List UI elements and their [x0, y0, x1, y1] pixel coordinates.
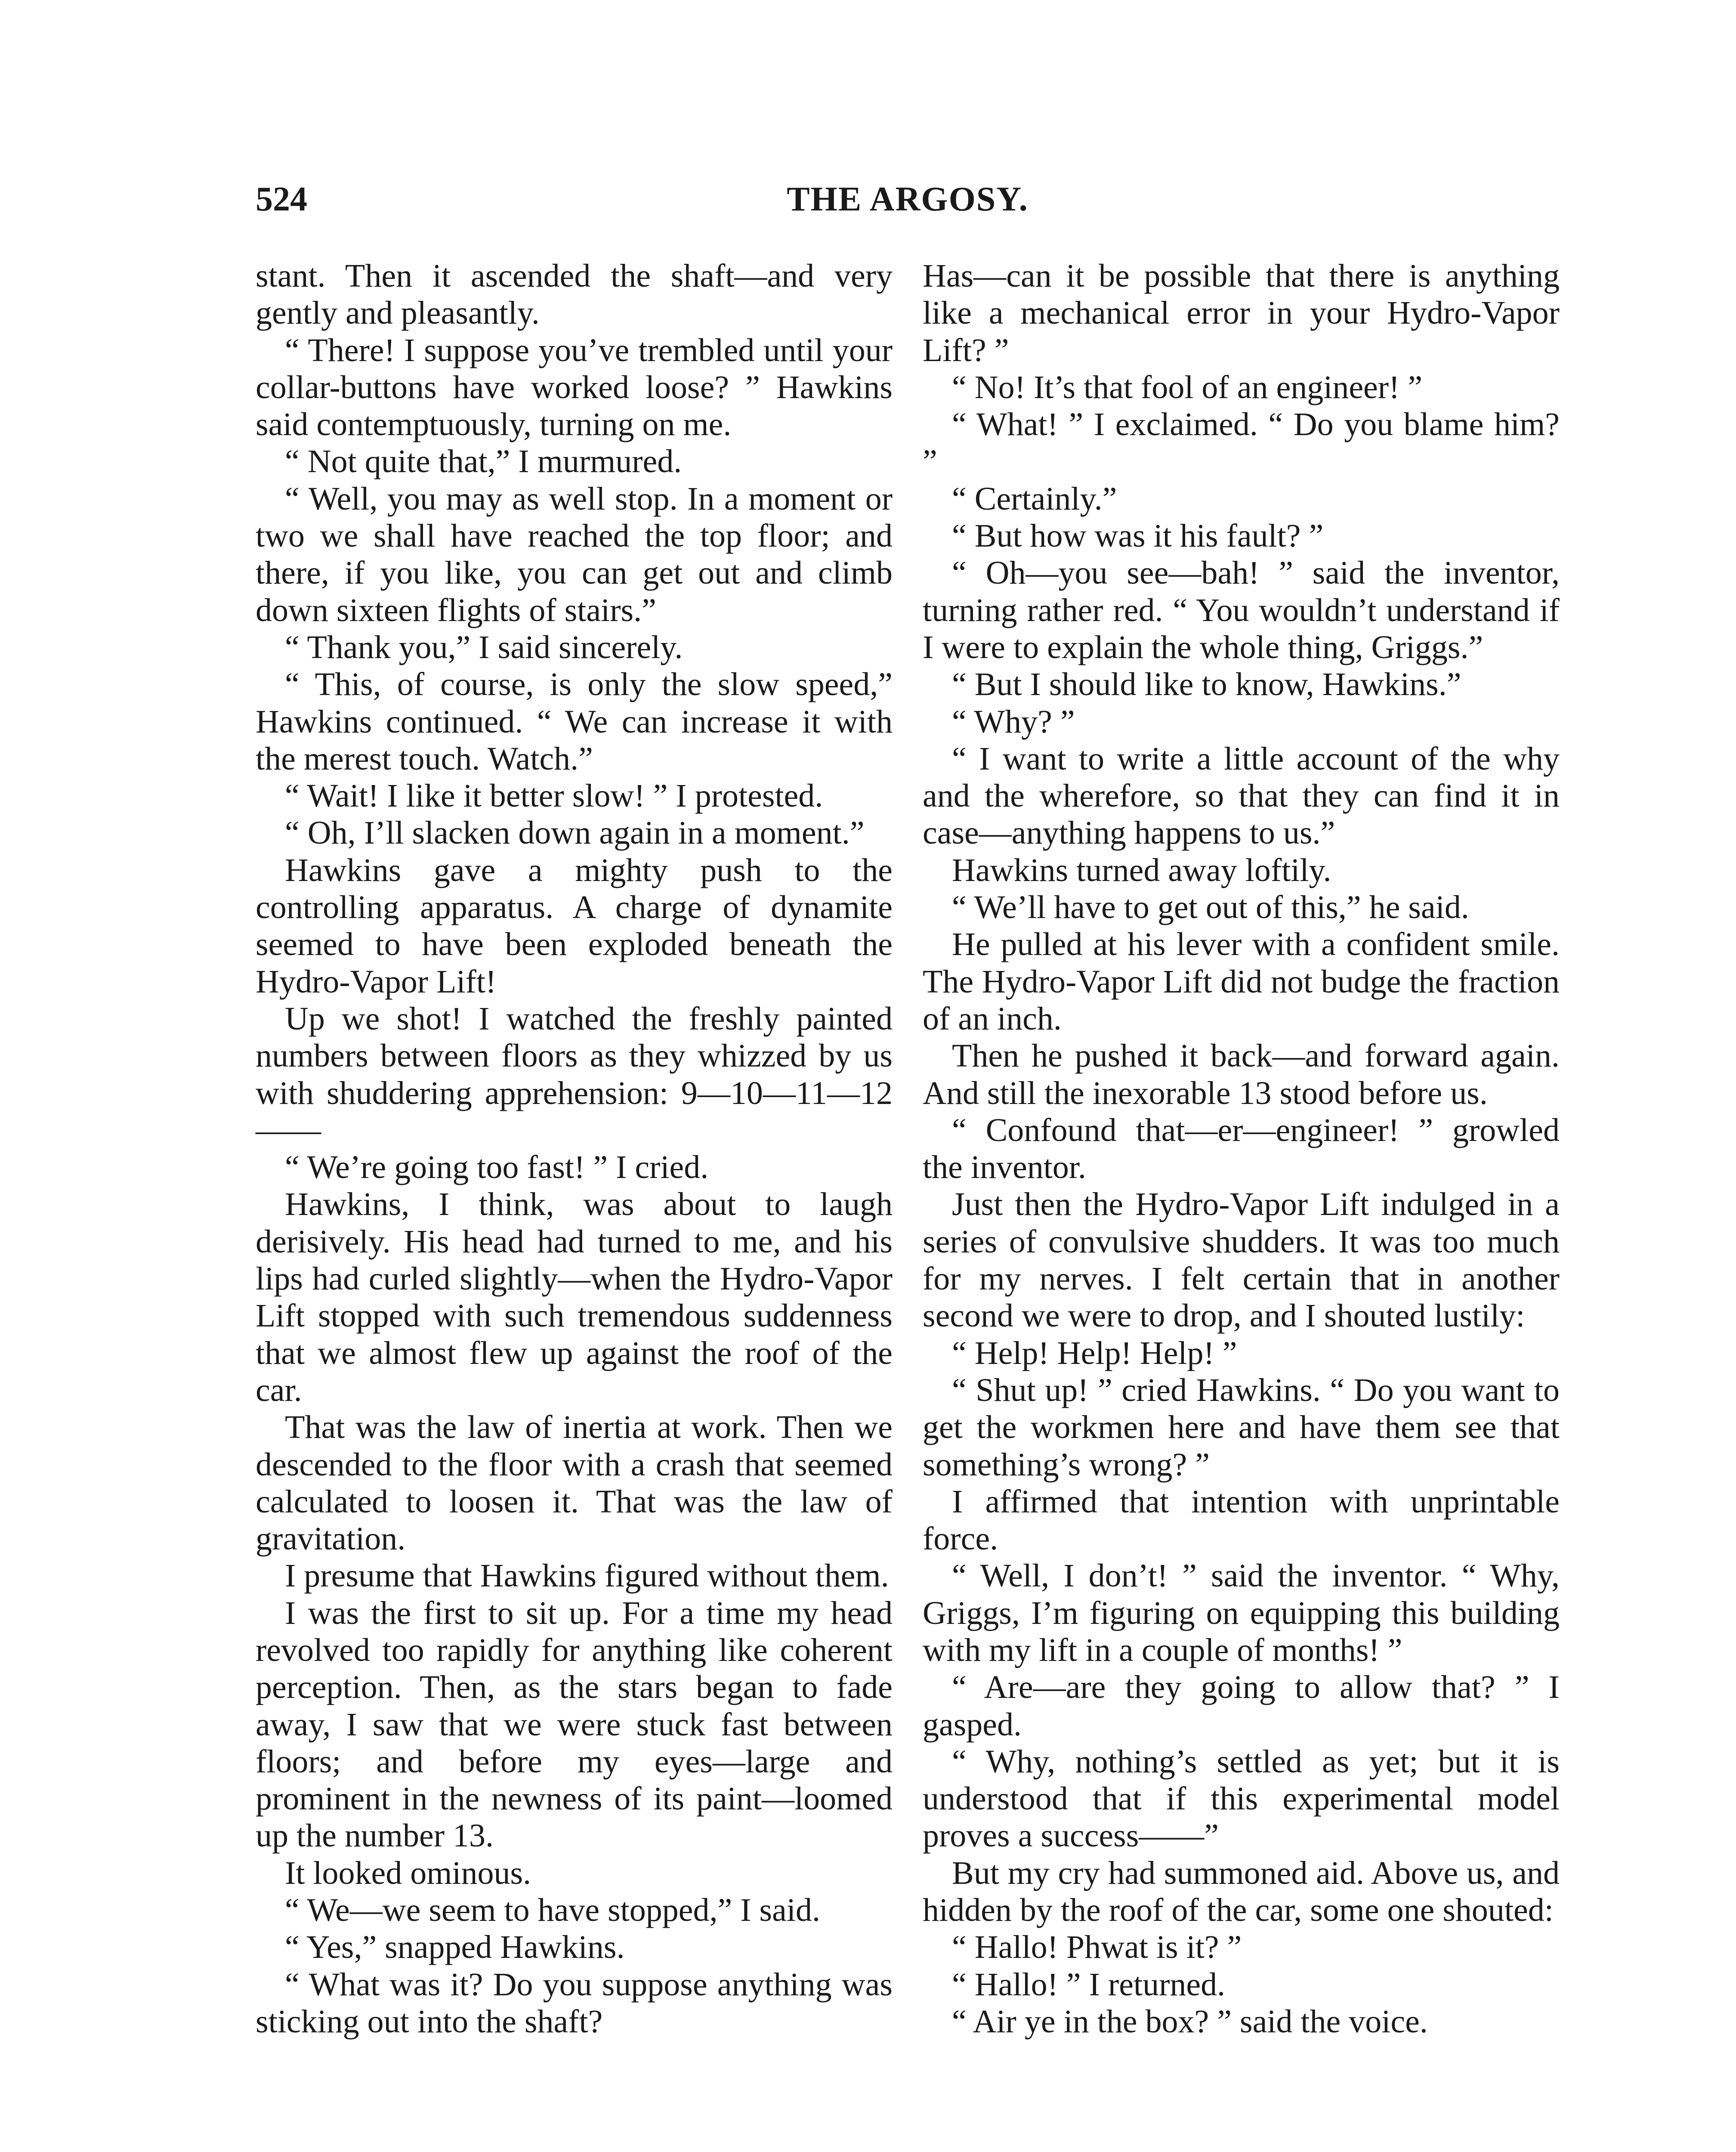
paragraph: “ Why, nothing’s settled as yet; but it is understood that if this experimental model proves a success——” [923, 1743, 1560, 1854]
paragraph: “ Not quite that,” I murmured. [285, 443, 682, 480]
paragraph: He pulled at his lever with a confident smile. The Hydro-Vapor Lift did not budge the fraction of an inch. [923, 926, 1560, 1037]
paragraph: “ We’ll have to get out of this,” he said. [952, 889, 1469, 926]
paragraph: “ We’re going too fast! ” I cried. [285, 1149, 709, 1186]
paragraph: It looked ominous. [285, 1855, 531, 1891]
paragraph: “ Thank you,” I said sincerely. [285, 629, 683, 665]
paragraph: “ There! I suppose you’ve trembled until your collar-buttons have worked loose? ” Hawkins said contemptuously, turning on me. [256, 332, 893, 443]
paragraph: “ Confound that—er—engineer! ” growled the inventor. [923, 1112, 1560, 1186]
paragraph: Hawkins, I think, was about to laugh derisively. His head had turned to me, and his lips had curled slightly—when the Hydro-Vapor Lift stopped with such tremendous suddenness that we almost flew up against the roof of the car. [256, 1186, 893, 1408]
paragraph: “ Well, I don’t! ” said the inventor. “ Why, Griggs, I’m figuring on equipping this building with my lift in a couple of months! ” [923, 1558, 1560, 1668]
paragraph: “ Are—are they going to allow that? ” I gasped. [923, 1669, 1560, 1743]
paragraph: Just then the Hydro-Vapor Lift indulged in a series of convulsive shudders. It was too much for my nerves. I felt certain that in another second we were to drop, and I shouted lustily: [923, 1186, 1560, 1334]
paragraph: Then he pushed it back—and forward again. And still the inexorable 13 stood before us. [923, 1038, 1560, 1111]
page-number: 524 [256, 180, 307, 218]
paragraph: Hawkins gave a mighty push to the controlling apparatus. A charge of dynamite seemed to have been exploded beneath the Hydro-Vapor Lift! [256, 852, 893, 1000]
paragraph: Up we shot! I watched the freshly painted numbers between floors as they whizzed by us with shuddering apprehension: 9—10—11—12—— [256, 1000, 893, 1148]
paragraph: Has—can it be possible that there is anything like a mechanical error in your Hydro-Vapor Lift? ” [923, 258, 1560, 368]
paragraph: But my cry had summoned aid. Above us, and hidden by the roof of the car, some one shouted: [923, 1855, 1560, 1929]
paragraph: “ We—we seem to have stopped,” I said. [285, 1892, 820, 1929]
paragraph: “ Air ye in the box? ” said the voice. [952, 2003, 1428, 2040]
paragraph: “ What! ” I exclaimed. “ Do you blame him? ” [923, 406, 1560, 480]
paragraph: “ Help! Help! Help! ” [952, 1335, 1237, 1371]
paragraph: “ Hallo! Phwat is it? ” [952, 1929, 1242, 1966]
paragraph: stant. Then it ascended the shaft—and very gently and pleasantly. [256, 258, 893, 331]
right-text-column [923, 257, 1560, 2040]
paragraph: Hawkins turned away loftily. [952, 852, 1331, 888]
left-text-column [256, 257, 893, 2040]
paragraph: “ Why? ” [952, 703, 1075, 740]
paragraph: I presume that Hawkins figured without them. [285, 1558, 889, 1594]
paragraph: I was the first to sit up. For a time my head revolved too rapidly for anything like coherent perception. Then, as the stars began to fade away, I saw that we were stuck fast between floors; and before my eyes—large and prominent in the newness of its paint—loomed up the number 13. [256, 1595, 893, 1854]
paragraph: “ Wait! I like it better slow! ” I protested. [285, 778, 823, 814]
paragraph: “ Shut up! ” cried Hawkins. “ Do you want to get the workmen here and have them see that something’s wrong? ” [923, 1372, 1560, 1483]
paragraph: “ But how was it his fault? ” [952, 518, 1324, 554]
paragraph: “ Certainly.” [952, 480, 1117, 517]
paragraph: “ This, of course, is only the slow speed,” Hawkins continued. “ We can increase it with the merest touch. Watch.” [256, 666, 893, 777]
paragraph: “ What was it? Do you suppose anything was sticking out into the shaft? [256, 1966, 893, 2040]
paragraph: That was the law of inertia at work. Then we descended to the floor with a crash that seemed calculated to loosen it. That was the law of gravitation. [256, 1409, 893, 1557]
paragraph: “ Hallo! ” I returned. [952, 1966, 1226, 2003]
paragraph: “ But I should like to know, Hawkins.” [952, 666, 1461, 703]
paragraph: I affirmed that intention with unprintable force. [923, 1483, 1560, 1557]
paragraph: “ Oh—you see—bah! ” said the inventor, turning rather red. “ You wouldn’t understand if I were to explain the whole thing, Griggs.” [923, 555, 1560, 665]
running-title: THE ARGOSY. [787, 180, 1029, 218]
page-header [256, 180, 1560, 232]
paragraph: “ Well, you may as well stop. In a moment or two we shall have reached the top floor; and there, if you like, you can get out and climb down sixteen flights of stairs.” [256, 480, 893, 628]
paragraph: “ Oh, I’ll slacken down again in a moment.” [285, 815, 865, 851]
paragraph: “ I want to write a little account of the why and the wherefore, so that they can find it in case—anything happens to us.” [923, 740, 1560, 851]
paragraph: “ No! It’s that fool of an engineer! ” [952, 369, 1423, 405]
paragraph: “ Yes,” snapped Hawkins. [285, 1929, 625, 1966]
